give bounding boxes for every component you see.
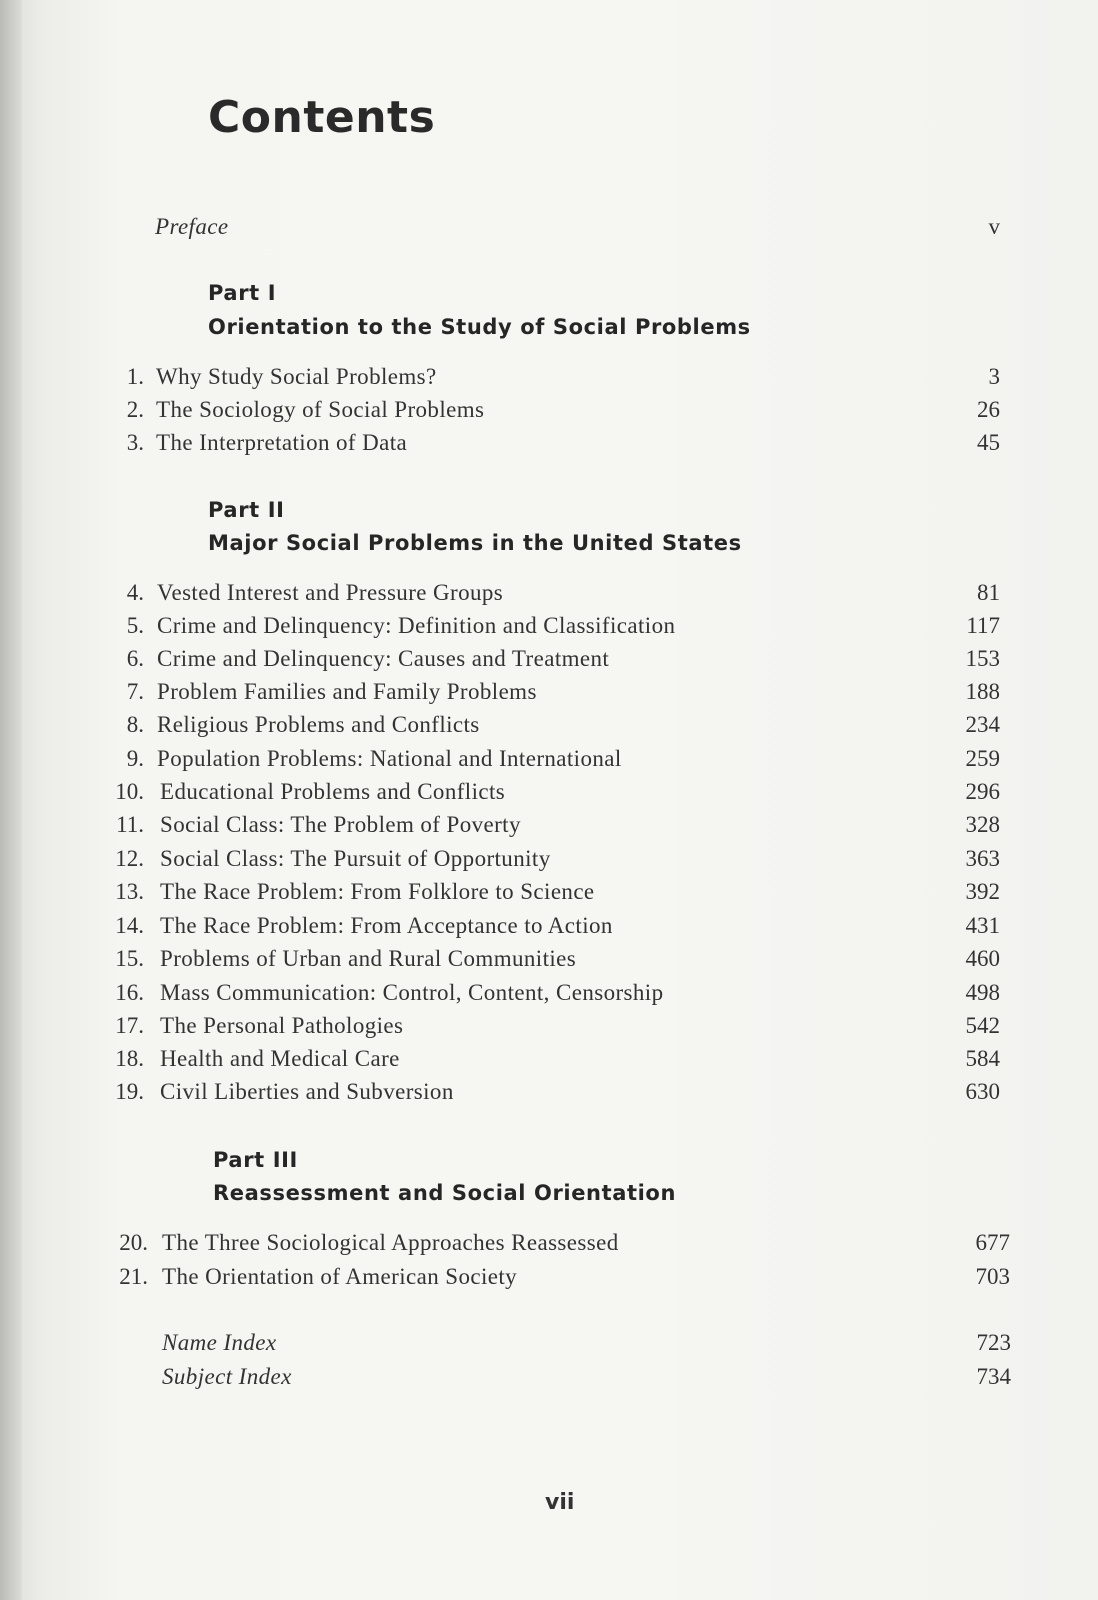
entry-page: 3 bbox=[988, 364, 1000, 389]
entry-page: 188 bbox=[965, 679, 1000, 704]
entry-title: The Three Sociological Approaches Reassessed bbox=[162, 1230, 619, 1255]
entry-title: Mass Communication: Control, Content, Censorship bbox=[160, 980, 664, 1005]
chapter-number: 1. bbox=[126, 364, 144, 389]
entry-page: 677 bbox=[975, 1230, 1010, 1255]
entry-title: Religious Problems and Conflicts bbox=[157, 712, 480, 737]
part-label: Part II bbox=[208, 498, 285, 522]
entry-title: Why Study Social Problems? bbox=[156, 364, 437, 389]
toc-entry bbox=[0, 611, 1098, 641]
part-title: Major Social Problems in the United States bbox=[208, 531, 742, 555]
part-label: Part I bbox=[208, 281, 277, 305]
entry-page: 259 bbox=[965, 746, 1000, 771]
entry-page: 296 bbox=[965, 779, 1000, 804]
part-title: Orientation to the Study of Social Problems bbox=[208, 315, 751, 339]
chapter-number: 14. bbox=[115, 913, 144, 938]
chapter-number: 15. bbox=[115, 946, 144, 971]
toc-entry bbox=[0, 578, 1098, 608]
chapter-number: 8. bbox=[126, 712, 144, 737]
chapter-number: 16. bbox=[115, 980, 144, 1005]
entry-page: 234 bbox=[965, 712, 1000, 737]
chapter-number: 5. bbox=[126, 613, 144, 638]
entry-page: 363 bbox=[965, 846, 1000, 871]
chapter-number: 2. bbox=[126, 397, 144, 422]
chapter-number: 11. bbox=[116, 812, 144, 837]
chapter-number: 19. bbox=[115, 1079, 144, 1104]
toc-entry-preface bbox=[0, 212, 1098, 242]
toc-entry-name-index bbox=[0, 1328, 1098, 1358]
toc-entry bbox=[0, 911, 1098, 941]
chapter-number: 4. bbox=[126, 580, 144, 605]
entry-title: The Race Problem: From Folklore to Science bbox=[160, 879, 595, 904]
entry-title: The Orientation of American Society bbox=[162, 1264, 518, 1289]
entry-title: Name Index bbox=[162, 1330, 277, 1355]
entry-page: v bbox=[988, 214, 1000, 239]
toc-entry bbox=[0, 1011, 1098, 1041]
entry-page: 328 bbox=[965, 812, 1000, 837]
entry-page: 498 bbox=[965, 980, 1000, 1005]
toc-entry bbox=[0, 877, 1098, 907]
entry-title: Crime and Delinquency: Causes and Treatment bbox=[157, 646, 610, 671]
chapter-number: 17. bbox=[115, 1013, 144, 1038]
toc-entry bbox=[0, 362, 1098, 392]
page-title: Contents bbox=[208, 92, 436, 143]
chapter-number: 3. bbox=[126, 430, 144, 455]
entry-title: The Race Problem: From Acceptance to Action bbox=[160, 913, 613, 938]
chapter-number: 6. bbox=[126, 646, 144, 671]
toc-entry bbox=[0, 395, 1098, 425]
entry-page: 392 bbox=[965, 879, 1000, 904]
toc-entry bbox=[0, 744, 1098, 774]
entry-page: 26 bbox=[977, 397, 1000, 422]
entry-page: 153 bbox=[965, 646, 1000, 671]
entry-title: Crime and Delinquency: Definition and Classification bbox=[157, 613, 676, 638]
chapter-number: 18. bbox=[115, 1046, 144, 1071]
entry-title: Social Class: The Problem of Poverty bbox=[160, 812, 521, 837]
toc-entry bbox=[0, 810, 1098, 840]
toc-entry bbox=[0, 677, 1098, 707]
toc-entry bbox=[0, 644, 1098, 674]
toc-entry bbox=[0, 1228, 1098, 1258]
chapter-number: 13. bbox=[115, 879, 144, 904]
entry-title: Population Problems: National and International bbox=[157, 746, 622, 771]
toc-entry bbox=[0, 710, 1098, 740]
entry-title: Health and Medical Care bbox=[160, 1046, 400, 1071]
entry-page: 117 bbox=[966, 613, 1000, 638]
entry-title: Problem Families and Family Problems bbox=[157, 679, 537, 704]
entry-title: Civil Liberties and Subversion bbox=[160, 1079, 454, 1104]
toc-entry bbox=[0, 844, 1098, 874]
entry-title: The Personal Pathologies bbox=[160, 1013, 404, 1038]
entry-page: 723 bbox=[976, 1330, 1011, 1355]
toc-entry bbox=[0, 1044, 1098, 1074]
chapter-number: 7. bbox=[126, 679, 144, 704]
part-label: Part III bbox=[213, 1148, 298, 1172]
chapter-number: 9. bbox=[126, 746, 144, 771]
entry-page: 45 bbox=[977, 430, 1000, 455]
page-folio: vii bbox=[545, 1490, 575, 1515]
toc-entry bbox=[0, 1077, 1098, 1107]
toc-entry bbox=[0, 1262, 1098, 1292]
part-title: Reassessment and Social Orientation bbox=[213, 1181, 677, 1205]
entry-title: Preface bbox=[155, 214, 229, 239]
chapter-number: 10. bbox=[115, 779, 144, 804]
entry-page: 431 bbox=[965, 913, 1000, 938]
toc-entry bbox=[0, 978, 1098, 1008]
entry-page: 630 bbox=[965, 1079, 1000, 1104]
entry-page: 460 bbox=[965, 946, 1000, 971]
toc-entry-subject-index bbox=[0, 1362, 1098, 1392]
entry-page: 734 bbox=[976, 1364, 1011, 1389]
entry-page: 542 bbox=[965, 1013, 1000, 1038]
chapter-number: 12. bbox=[115, 846, 144, 871]
entry-title: Social Class: The Pursuit of Opportunity bbox=[160, 846, 551, 871]
entry-page: 81 bbox=[977, 580, 1000, 605]
entry-title: Educational Problems and Conflicts bbox=[160, 779, 506, 804]
chapter-number: 20. bbox=[119, 1230, 148, 1255]
toc-entry bbox=[0, 777, 1098, 807]
toc-entry bbox=[0, 428, 1098, 458]
entry-title: Vested Interest and Pressure Groups bbox=[157, 580, 504, 605]
entry-title: Subject Index bbox=[162, 1364, 292, 1389]
entry-title: The Sociology of Social Problems bbox=[156, 397, 485, 422]
entry-page: 703 bbox=[975, 1264, 1010, 1289]
chapter-number: 21. bbox=[119, 1264, 148, 1289]
entry-title: The Interpretation of Data bbox=[156, 430, 408, 455]
entry-page: 584 bbox=[965, 1046, 1000, 1071]
entry-title: Problems of Urban and Rural Communities bbox=[160, 946, 577, 971]
toc-entry bbox=[0, 944, 1098, 974]
